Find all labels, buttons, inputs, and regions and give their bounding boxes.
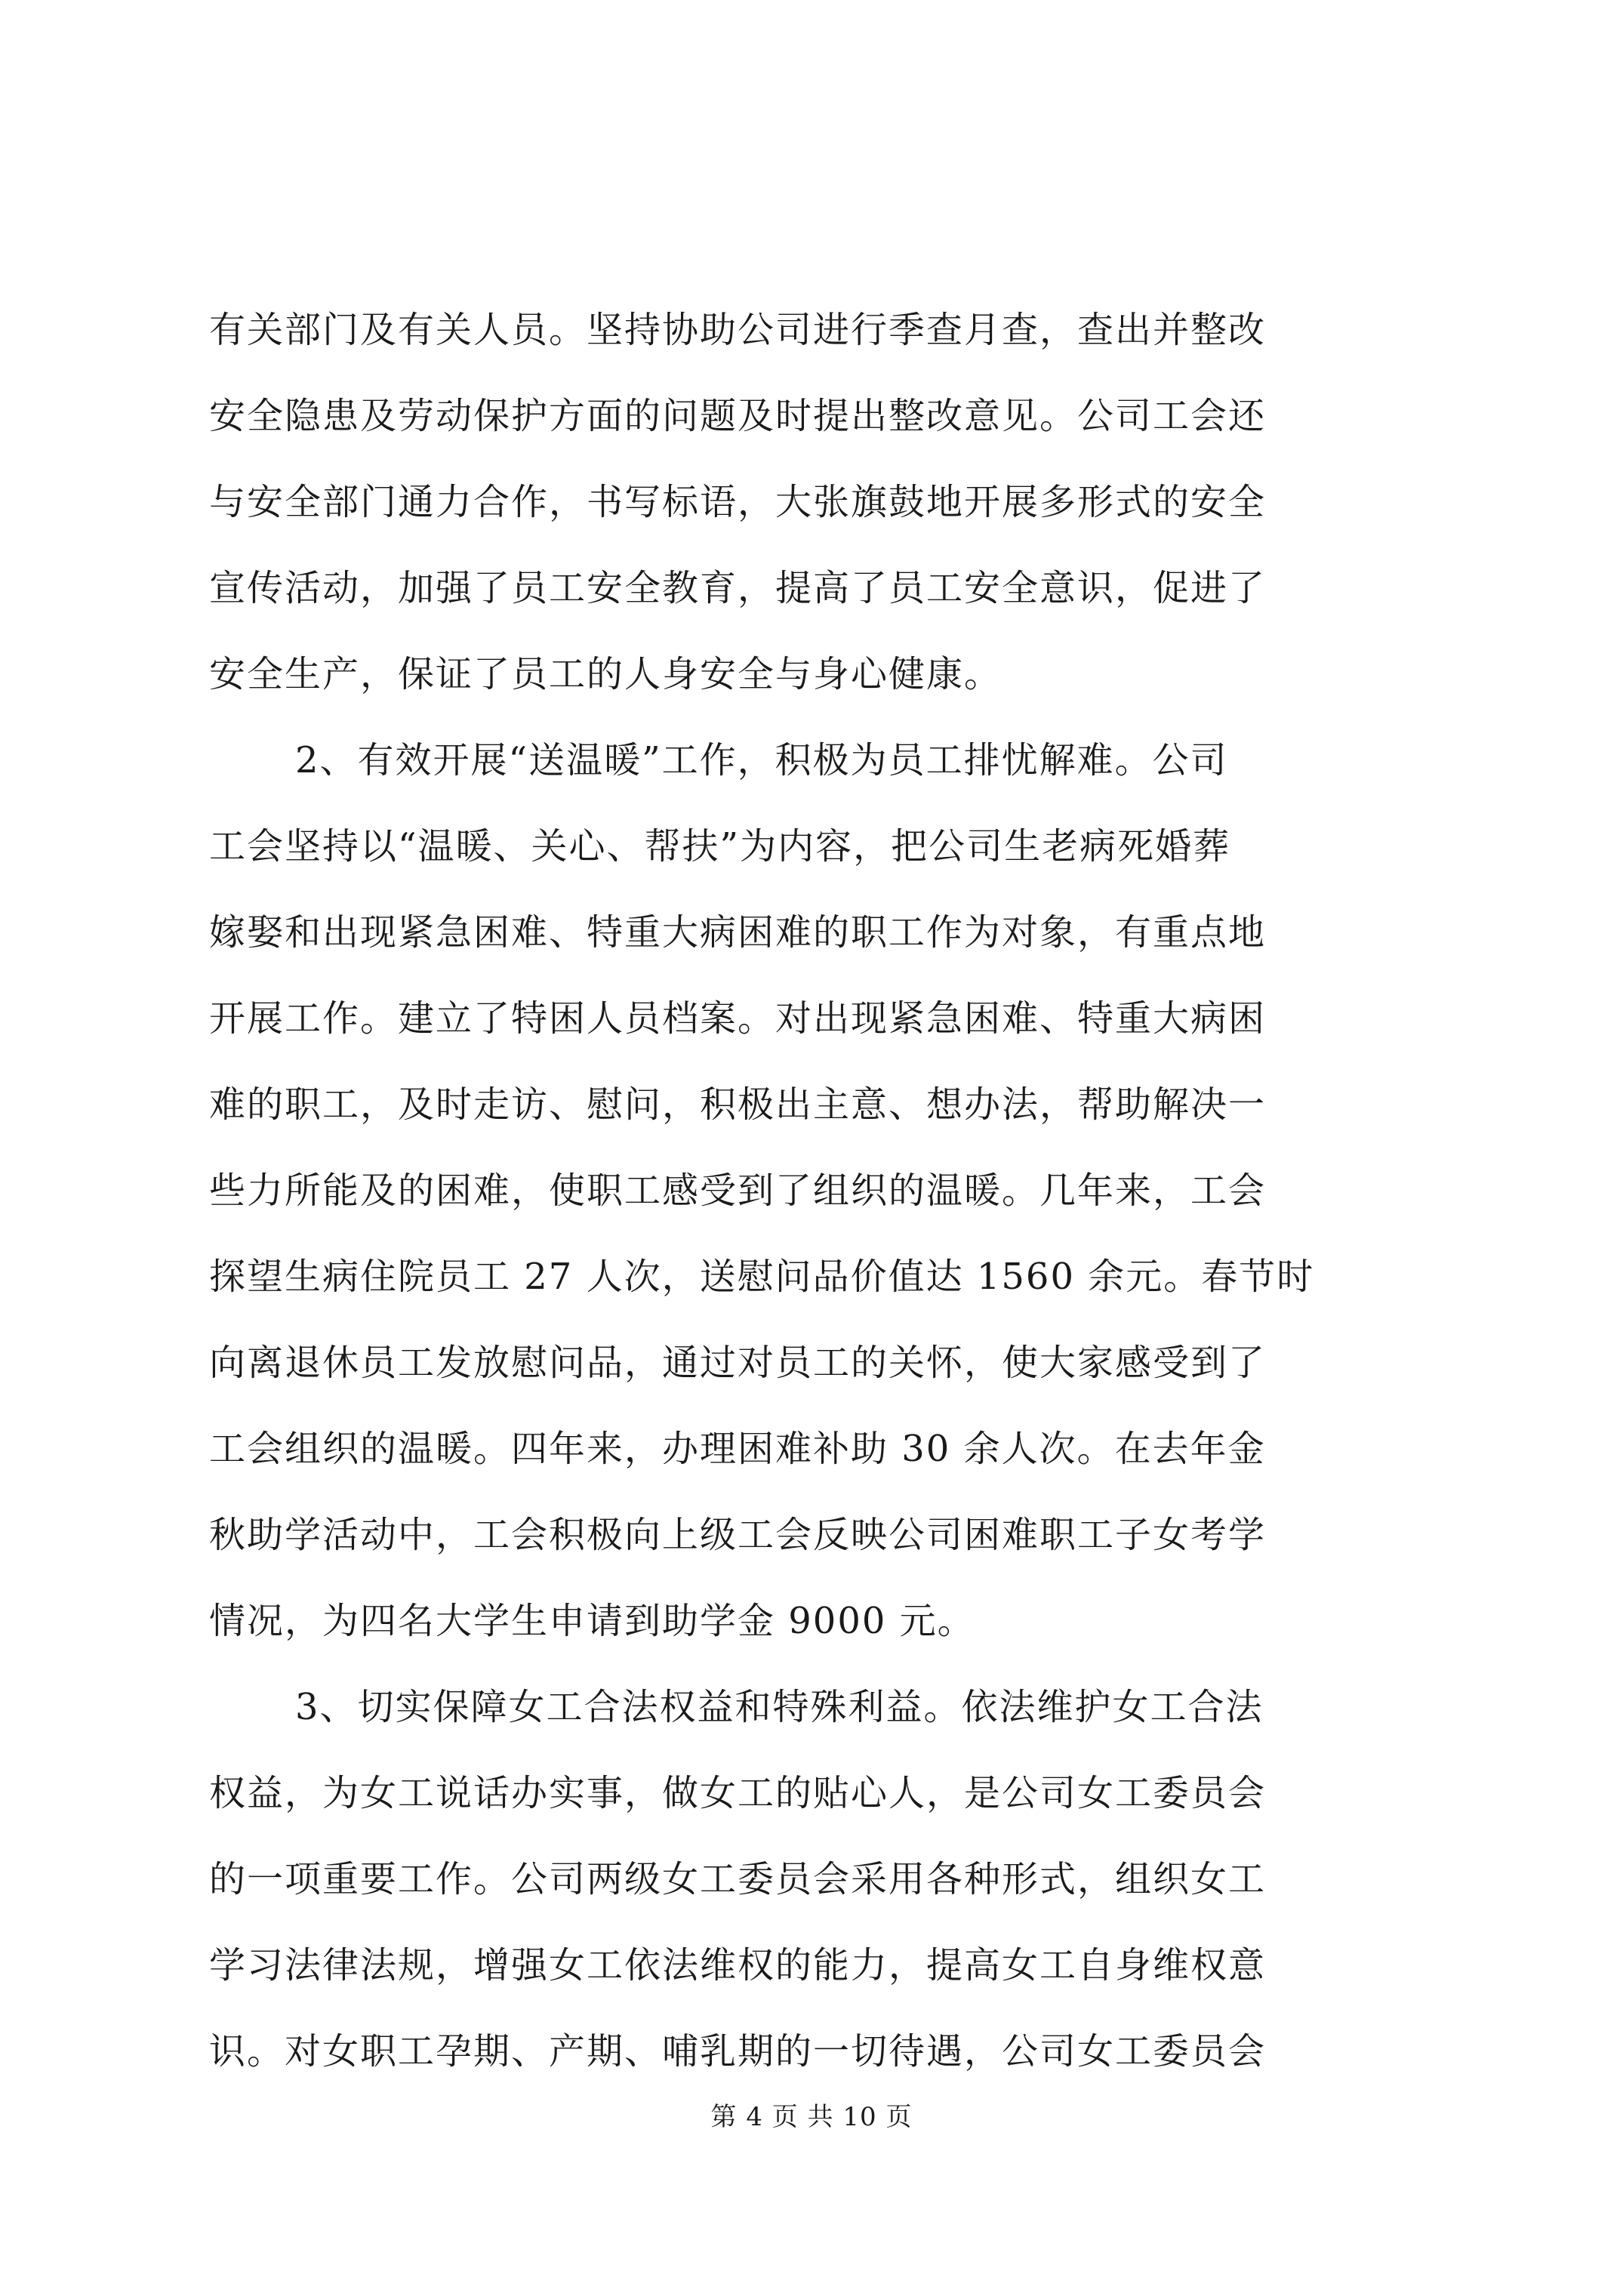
paragraph-start-line: 3、切实保障女工合法权益和特殊利益。依法维护女工合法 [295, 1686, 1264, 1728]
text-line: 安全生产，保证了员工的人身安全与身心健康。 [209, 653, 1002, 695]
text-line: 与安全部门通力合作，书写标语，大张旗鼓地开展多形式的安全 [209, 481, 1267, 523]
text-line: 工会坚持以“温暖、关心、帮扶”为内容，把公司生老病死婚葬 [209, 825, 1231, 868]
text-line: 识。对女职工孕期、产期、哺乳期的一切待遇，公司女工委员会 [209, 2030, 1267, 2073]
text-line: 的一项重要工作。公司两级女工委员会采用各种形式，组织女工 [209, 1858, 1267, 1900]
text-line: 开展工作。建立了特困人员档案。对出现紧急困难、特重大病困 [209, 997, 1267, 1040]
text-line: 嫁娶和出现紧急困难、特重大病困难的职工作为对象，有重点地 [209, 911, 1267, 954]
text-line: 向离退休员工发放慰问品，通过对员工的关怀，使大家感受到了 [209, 1342, 1267, 1384]
body-text [209, 287, 1417, 2094]
text-line: 权益，为女工说话办实事，做女工的贴心人，是公司女工委员会 [209, 1772, 1267, 1814]
text-line: 情况，为四名大学生申请到助学金 9000 元。 [209, 1600, 975, 1642]
text-line: 难的职工，及时走访、慰问，积极出主意、想办法，帮助解决一 [209, 1083, 1267, 1126]
text-line: 探望生病住院员工 27 人次，送慰问品价值达 1560 余元。春节时 [209, 1256, 1315, 1298]
paragraph-start-line: 2、有效开展“送温暖”工作，积极为员工排忧解难。公司 [295, 739, 1228, 781]
text-line: 学习法律法规，增强女工依法维权的能力，提高女工自身维权意 [209, 1944, 1267, 1986]
text-line: 宣传活动，加强了员工安全教育，提高了员工安全意识，促进了 [209, 567, 1267, 609]
text-line: 有关部门及有关人员。坚持协助公司进行季查月查，查出并整改 [209, 309, 1267, 351]
text-line: 些力所能及的困难，使职工感受到了组织的温暖。几年来，工会 [209, 1170, 1267, 1212]
text-line: 工会组织的温暖。四年来，办理困难补助 30 余人次。在去年金 [209, 1428, 1266, 1470]
page-number-footer: 第 4 页 共 10 页 [710, 2102, 913, 2132]
text-line: 秋助学活动中，工会积极向上级工会反映公司困难职工子女考学 [209, 1514, 1267, 1556]
text-line: 安全隐患及劳动保护方面的问题及时提出整改意见。公司工会还 [209, 395, 1267, 437]
